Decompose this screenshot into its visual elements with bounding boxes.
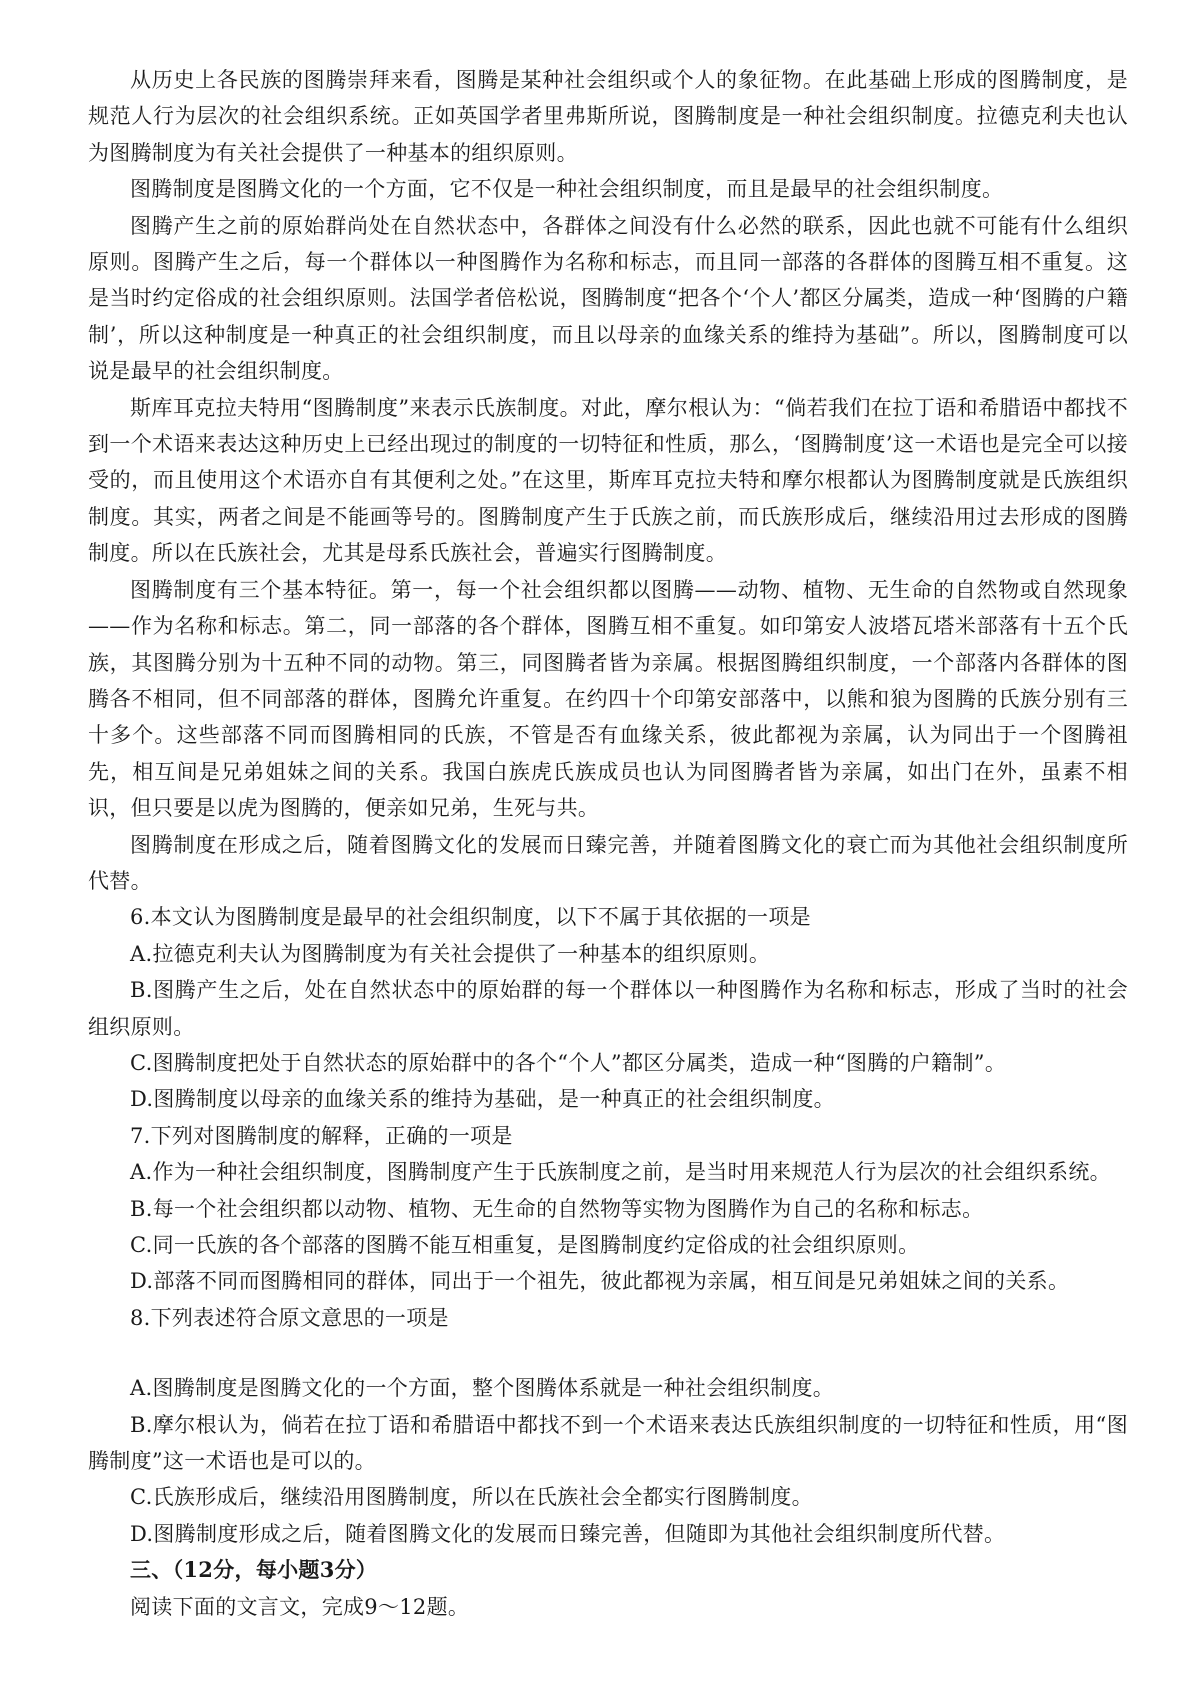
question-6-option-a: A.拉德克利夫认为图腾制度为有关社会提供了一种基本的组织原则。 [130,941,771,966]
question-6 [88,899,1128,1117]
question-7 [88,1118,1128,1300]
passage-paragraph-3: 图腾产生之前的原始群尚处在自然状态中，各群体之间没有什么必然的联系，因此也就不可能有什么组织原则。图腾产生之后，每一个群体以一种图腾作为名称和标志，而且同一部落的各群体的图腾互相不重复。这是当时约定俗成的社会组织原则。法国学者倍松说，图腾制度“把各个‘个人’都区分属类，造成一种‘图腾的户籍制’，所以这种制度是一种真正的社会组织制度，而且以母亲的血缘关系的维持为基础”。所以，图腾制度可以说是最早的社会组织制度。 [88,213,1128,384]
question-6-option-c: C.图腾制度把处于自然状态的原始群中的各个“个人”都区分属类，造成一种“图腾的户籍制”。 [130,1050,1007,1075]
question-6-option-d: D.图腾制度以母亲的血缘关系的维持为基础，是一种真正的社会组织制度。 [130,1087,835,1112]
question-7-option-b: B.每一个社会组织都以动物、植物、无生命的自然物等实物为图腾作为自己的名称和标志。 [130,1196,984,1221]
question-8 [88,1300,1128,1552]
section-3-heading: 三、（12分，每小题3分） [130,1557,378,1583]
exam-page [88,62,1128,1625]
passage-paragraph-2: 图腾制度是图腾文化的一个方面，它不仅是一种社会组织制度，而且是最早的社会组织制度。 [130,177,1004,202]
question-7-stem: 7.下列对图腾制度的解释，正确的一项是 [130,1123,513,1148]
question-6-option-b: B.图腾产生之后，处在自然状态中的原始群的每一个群体以一种图腾作为名称和标志，形成了当时的社会组织原则。 [88,978,1128,1039]
section-3-instruction: 阅读下面的文言文，完成9～12题。 [130,1594,470,1619]
question-7-option-c: C.同一氏族的各个部落的图腾不能互相重复，是图腾制度约定俗成的社会组织原则。 [130,1233,920,1257]
section-3 [88,1552,1128,1625]
reading-passage [88,62,1128,899]
passage-paragraph-5: 图腾制度有三个基本特征。第一，每一个社会组织都以图腾——动物、植物、无生命的自然物或自然现象——作为名称和标志。第二，同一部落的各个群体，图腾互相不重复。如印第安人波塔瓦塔米部落有十五个氏族，其图腾分别为十五种不同的动物。第三，同图腾者皆为亲属。根据图腾组织制度，一个部落内各群体的图腾各不相同，但不同部落的群体，图腾允许重复。在约四十个印第安部落中，以熊和狼为图腾的氏族分别有三十多个。这些部落不同而图腾相同的氏族，不管是否有血缘关系，彼此都视为亲属，认为同出于一个图腾祖先，相互间是兄弟姐妹之间的关系。我国白族虎氏族成员也认为同图腾者皆为亲属，如出门在外，虽素不相识，但只要是以虎为图腾的，便亲如兄弟，生死与共。 [88,577,1128,821]
question-8-stem: 8.下列表述符合原文意思的一项是 [130,1305,449,1330]
question-8-option-a: A.图腾制度是图腾文化的一个方面，整个图腾体系就是一种社会组织制度。 [130,1376,835,1401]
question-8-spacer [88,1336,1128,1370]
question-7-option-a: A.作为一种社会组织制度，图腾制度产生于氏族制度之前，是当时用来规范人行为层次的社会组织系统。 [130,1160,1111,1185]
question-8-option-c: C.氏族形成后，继续沿用图腾制度，所以在氏族社会全都实行图腾制度。 [130,1485,813,1510]
passage-paragraph-6: 图腾制度在形成之后，随着图腾文化的发展而日臻完善，并随着图腾文化的衰亡而为其他社会组织制度所代替。 [88,832,1128,893]
passage-paragraph-4: 斯库耳克拉夫特用“图腾制度”来表示氏族制度。对此，摩尔根认为：“倘若我们在拉丁语和希腊语中都找不到一个术语来表达这种历史上已经出现过的制度的一切特征和性质，那么，‘图腾制度’这一术语也是完全可以接受的，而且使用这个术语亦自有其便利之处。”在这里，斯库耳克拉夫特和摩尔根都认为图腾制度就是氏族组织制度。其实，两者之间是不能画等号的。图腾制度产生于氏族之前，而氏族形成后，继续沿用过去形成的图腾制度。所以在氏族社会，尤其是母系氏族社会，普遍实行图腾制度。 [88,395,1128,566]
question-6-stem: 6.本文认为图腾制度是最早的社会组织制度，以下不属于其依据的一项是 [130,905,811,930]
passage-paragraph-1: 从历史上各民族的图腾崇拜来看，图腾是某种社会组织或个人的象征物。在此基础上形成的图腾制度，是规范人行为层次的社会组织系统。正如英国学者里弗斯所说，图腾制度是一种社会组织制度。拉德克利夫也认为图腾制度为有关社会提供了一种基本的组织原则。 [88,68,1128,165]
question-8-option-d: D.图腾制度形成之后，随着图腾文化的发展而日臻完善，但随即为其他社会组织制度所代替。 [130,1521,1006,1546]
question-8-option-b: B.摩尔根认为，倘若在拉丁语和希腊语中都找不到一个术语来表达氏族组织制度的一切特征和性质，用“图腾制度”这一术语也是可以的。 [88,1412,1128,1474]
question-7-option-d: D.部落不同而图腾相同的群体，同出于一个祖先，彼此都视为亲属，相互间是兄弟姐妹之间的关系。 [130,1269,1070,1294]
